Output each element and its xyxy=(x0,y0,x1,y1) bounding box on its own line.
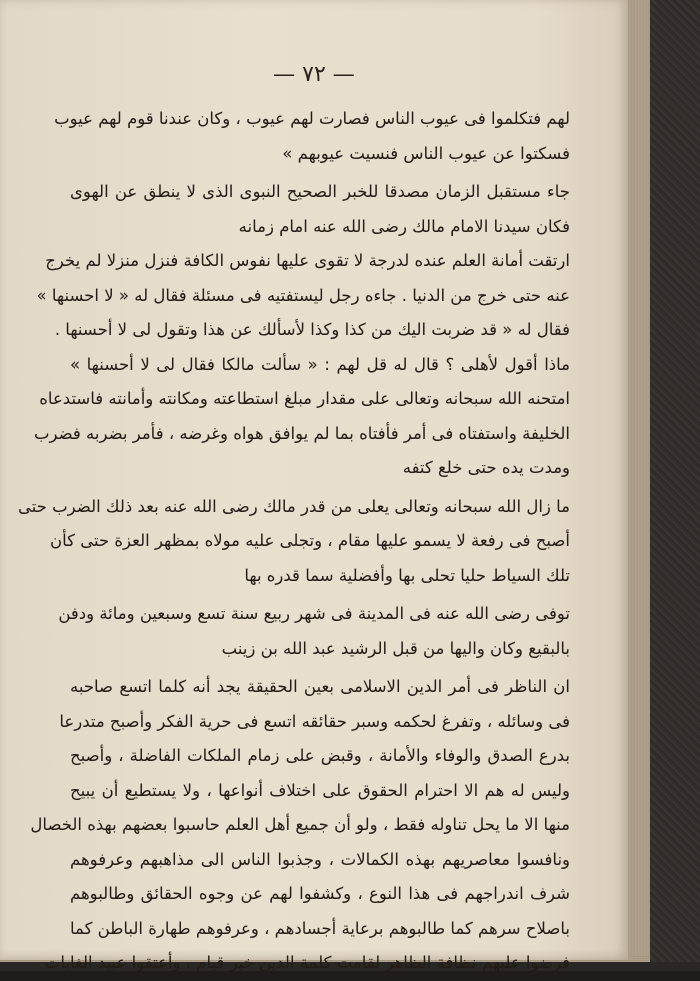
text-line: شرف اندراجهم فى هذا النوع ، وكشفوا لهم عن وجوه الحقائق وطالبوهم xyxy=(70,884,570,903)
text-line: فسكتوا عن عيوب الناس فنسيت عيوبهم » xyxy=(282,143,570,163)
text-line: عنه حتى خرج من الدنيا . جاءه رجل ليستفتيه فى مسئلة فقال له « لا احسنها » xyxy=(36,285,570,305)
text-line: فقال له « قد ضربت اليك من كذا وكذا لأسألك عن هذا وتقول لى لا أحسنها . xyxy=(54,320,570,339)
page-edges xyxy=(628,0,650,960)
text-line: أصبح فى رفعة لا يسمو عليها مقام ، وتجلى عليه مولاه بمظهر العزة حتى كأن xyxy=(49,531,570,550)
text-line: ماذا أقول لأهلى ؟ قال له قل لهم : « سألت مالكا فقال لى لا أحسنها » xyxy=(70,354,570,374)
text-line: امتحنه الله سبحانه وتعالى على مقدار مبلغ استطاعته ومكانته وأمانته فاستدعاه xyxy=(39,389,570,408)
text-line: لهم فتكلموا فى عيوب الناس فصارت لهم عيوب ، وكان عندنا قوم لهم عيوب xyxy=(54,109,570,128)
text-line: بدرع الصدق والوفاء والأمانة ، وقبض على زمام الملكات الفاضلة ، وأصبح xyxy=(70,746,570,765)
text-line: الخليفة واستفتاه فى أمر فأفتاه بما لم يوافق هواه وغرضه ، فأمر بضربه فضرب xyxy=(33,423,570,443)
text-line: باصلاح سرهم كما طالبوهم برعاية أجسادهم ، وعرفوهم طهارة الباطن كما xyxy=(70,918,570,938)
text-line: فرضوا عليهم نظافة الظاهر لقامت كلمة الدين خير قيام ، وأعتقوا عبيد الغايات xyxy=(44,953,570,972)
book-cover-edge xyxy=(650,0,700,971)
text-line: ونافسوا معاصريهم بهذه الكمالات ، وجذبوا الناس الى مذاهبهم وعرفوهم xyxy=(70,849,570,869)
text-line: تلك السياط حليا تحلى بها وأفضلية سما قدره بها xyxy=(244,565,570,585)
text-line: منها الا ما يحل تناوله فقط ، ولو أن جميع أهل العلم حاسبوا بعضهم بهذه الخصال xyxy=(30,815,570,834)
page-number: — ٧٢ — xyxy=(273,62,355,87)
text-line: ان الناظر فى أمر الدين الاسلامى بعين الحقيقة يجد أنه كلما اتسع صاحبه xyxy=(70,677,570,696)
text-line: توفى رضى الله عنه فى المدينة فى شهر ربيع سنة تسع وسبعين ومائة ودفن xyxy=(58,604,570,623)
text-line: جاء مستقبل الزمان مصدقا للخبر الصحيح النبوى الذى لا ينطق عن الهوى xyxy=(70,182,570,201)
text-line: فى وسائله ، وتفرغ لحكمه وسبر حقائقه اتسع فى حرية الفكر وأصبح متدرعا xyxy=(59,711,570,731)
text-line: ما زال الله سبحانه وتعالى يعلى من قدر مالك رضى الله عنه بعد ذلك الضرب حتى xyxy=(17,496,570,516)
text-line: فكان سيدنا الامام مالك رضى الله عنه امام زمانه xyxy=(238,216,570,236)
text-line: ومدت يده حتى خلع كتفه xyxy=(402,458,570,477)
text-line: وليس له هم الا احترام الحقوق على اختلاف أنواعها ، ولا يستطيع أن يبيح xyxy=(70,780,570,800)
text-line: ارتقت أمانة العلم عنده لدرجة لا تقوى عليها نفوس الكافة فنزل منزلا لم يخرج xyxy=(45,251,570,270)
text-line: بالبقيع وكان واليها من قبل الرشيد عبد الله بن زينب xyxy=(221,638,570,658)
page-text xyxy=(17,102,570,981)
